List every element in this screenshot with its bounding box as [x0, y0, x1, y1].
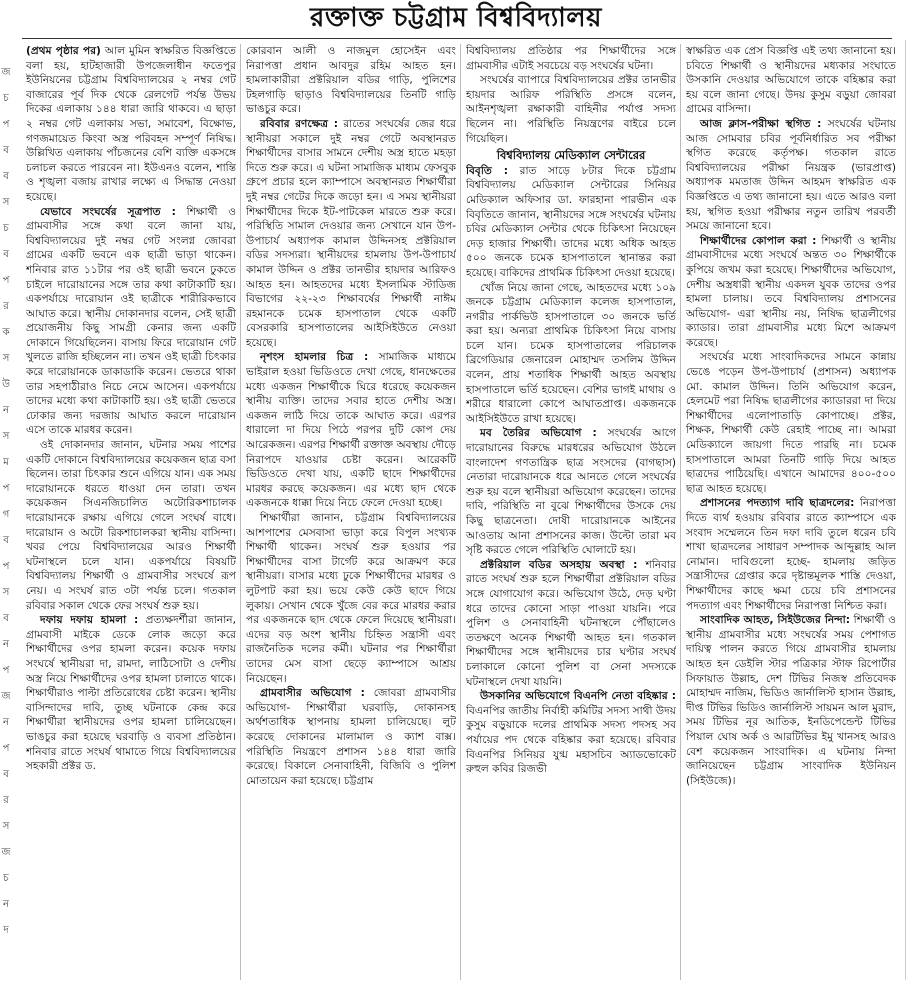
section-subhead: প্রক্টরিয়াল বডির অসহায় অবস্থা :: [480, 558, 638, 571]
paragraph: [686, 613, 896, 788]
paragraph-text: শিক্ষার্থী ও গ্রামবাসীর সঙ্গে কথা বলে জানা যায়, বিশ্ববিদ্যালয়ের দুই নম্বর গেট সংলগ্ন জোবরা গ্রামের একটি ভবনে এক ছাত্রী ভাড়া থাকেন। শনিবার রাত ১১টার পর ওই ছাত্রী ভবনে ঢুকতে চাইলে দারোয়ানের সঙ্গে তার কথা কাটাকাটি হয়। একপর্যায়ে দারোয়ান ওই ছাত্রীকে শারীরিকভাবে আঘাত করে। স্থানীয় দোকানদার বলেন, সেই ছাত্রী প্রয়োজনীয় কিছু সামগ্রী কেনার জন্য একটি দোকানে গিয়েছিলেন। বাসায় ফিরে দারোয়ান গেট খুলতে রাজি হচ্ছিলেন না। তখন ওই ছাত্রী চিৎকার করে দারোয়ানকে ডাকাডাকি করেন। ভেতরে থাকা তার সহপাঠীরাও নিচে নেমে আসেন। একপর্যায়ে তাদের মধ্যে কথা কাটাকাটি হয়। ওই ছাত্রী ভেতরে ঢোকার জন্য দরজায় আঘাত করলে দারোয়ান এসে তাকে মারধর করেন।: [26, 205, 236, 437]
gutter-char: প: [2, 561, 10, 572]
section-subhead: দফায় দফায় হামলা :: [40, 614, 139, 627]
gutter-char: ব: [3, 769, 9, 780]
paragraph: [246, 350, 456, 511]
paragraph: [466, 426, 676, 557]
gutter-char: ব: [3, 145, 9, 156]
gutter-char: প: [2, 665, 10, 676]
section-subhead: যেভাবে সংঘর্ষের সূত্রপাত :: [40, 205, 176, 218]
paragraph: [246, 117, 456, 351]
paragraph: [246, 686, 456, 788]
gutter-char: ব: [3, 535, 9, 546]
paragraph: [466, 689, 676, 777]
column-divider: [240, 44, 241, 980]
gutter-char: ব: [3, 249, 9, 260]
paragraph: [26, 205, 236, 439]
page-edge: [905, 40, 912, 980]
paragraph: [26, 613, 236, 774]
gutter-char: উ: [2, 379, 10, 390]
paragraph: খোঁজ নিয়ে জানা গেছে, আহতদের মধ্যে ১০৯ জনকে চট্টগ্রাম মেডিক্যাল কলেজ হাসপাতাল, নগরীর পার্কভিউ হাসপাতালে ৩০ জনকে ভর্তি করা হয়। অন্যরা প্রাথমিক চিকিৎসা নিয়ে বাসায় চলে যান। চমেক হাসপাতালের পরিচালক ব্রিগেডিয়ার জেনারেল মোহাম্মদ তসলিম উদ্দিন বলেন, প্রায় শতাধিক শিক্ষার্থী আহত অবস্থায় হাসপাতালে ভর্তি হয়েছেন। বেশির ভাগই মাথায় ও শরীরে ধারালো কোপে আঘাতপ্রাপ্ত। একজনকে আইসিইউতে রাখা হয়েছে।: [466, 281, 676, 425]
paragraph: কোরবান আলী ও নাজমুল হোসেইন এবং নিরাপত্তা প্রধান আবদুর রহিম আহত হন। হামলাকারীরা প্রক্টরিয়াল বডির গাড়ি, পুলিশের টহলগাড়ি ছাড়াও বিশ্ববিদ্যালয়ের তিনটি গাড়ি ভাঙচুর করে।: [246, 45, 456, 116]
section-subhead: আজ ক্লাস-পরীক্ষা স্থগিত :: [700, 117, 822, 130]
gutter-char: স: [2, 821, 10, 832]
gutter-char: ম: [3, 457, 9, 468]
paragraph: সংঘর্ষের মধ্যে সাংবাদিকদের সামনে কান্নায় ভেঙে পড়েন উপ-উপাচার্য (প্রশাসন) অধ্যাপক মো. কামাল উদ্দিন। তিনি অভিযোগ করেন, হেলমেট পরা নিষিদ্ধ ছাত্রলীগের ক্যাডাররা দা দিয়ে শিক্ষার্থীদের এলোপাতাড়ি কোপাচ্ছে। প্রক্টর, শিক্ষক, শিক্ষার্থী কেউ রেহাই পাচ্ছে না। আমরা মেডিক্যালে জায়গা দিতে পারছি না। চমেক হাসপাতালে আমরা তিনটি গাড়ি দিয়ে আহত ছাত্রদের পাঠিয়েছি। এখানে আমাদের ৪০০-৫০০ ছাত্র আহত হয়েছে।: [686, 351, 896, 495]
paragraph-text: নিরাপত্তা দিতে ব্যর্থ হওয়ায় রবিবার রাতে ক্যাম্পাসে এক সংবাদ সম্মেলনে তিন দফা দাবি তুলে ধরেন চবি শাখা ছাত্রদলের সাধারণ সম্পাদক আব্দুল্লাহ আল নোমান। দাবিগুলো হচ্ছে- হামলায় জড়িত সন্ত্রাসীদের গ্রেপ্তার করে দৃষ্টান্তমূলক শাস্তি দেওয়া, শিক্ষার্থীদের কাছে ক্ষমা চেয়ে চবি প্রশাসনের পদত্যাগ এবং শিক্ষার্থীদের নিরাপত্তা নিশ্চিত করা।: [686, 497, 896, 612]
article-column-3: [466, 44, 676, 980]
gutter-char: ব: [3, 171, 9, 182]
section-subhead: প্রশাসনের পদত্যাগ দাবি ছাত্রদলের:: [700, 497, 855, 510]
gutter-char: চ: [3, 93, 9, 104]
gutter-char: র: [3, 795, 9, 806]
article-column-4: [686, 44, 896, 980]
section-subhead: সাংবাদিক আহত, সিইউজের নিন্দা:: [700, 614, 850, 627]
paragraph: বিশ্ববিদ্যালয় প্রতিষ্ঠার পর শিক্ষার্থীদের সঙ্গে গ্রামবাসীর এটাই সবচেয়ে বড় সংঘর্ষের ঘটনা।: [466, 45, 676, 72]
column-divider: [680, 44, 681, 980]
paragraph-text: বিএনপির জাতীয় নির্বাহী কমিটির সদস্য সাথী উদয় কুসুম বড়ুয়াকে দলের প্রাথমিক সদস্য পদসহ সব পর্যায়ের পদ থেকে বহিষ্কার করা হয়েছে। রবিবার বিএনপির সিনিয়র যুগ্ম মহাসচিব অ্যাডভোকেট রুহুল কবির রিজভী: [466, 704, 676, 776]
gutter-char: ন: [3, 405, 9, 416]
paragraph: [686, 117, 896, 234]
column-divider: [460, 44, 461, 980]
section-subhead: গ্রামবাসীর অভিযোগ :: [260, 687, 365, 700]
gutter-char: স: [2, 431, 10, 442]
paragraph-text: শিক্ষার্থী ও স্থানীয় গ্রামবাসীর মধ্যে সংঘর্ষের সময় পেশাগত দায়িত্ব পালন করতে গিয়ে গ্রামবাসীর হামলায় আহত হন ডেইলি স্টার পত্রিকার স্টাফ রিপোর্টার সিফায়াত উল্লাহ, দেশ টিভির নিজস্ব প্রতিবেদক মোহাম্মদ নাজিম, ভিডিও জার্নালিস্ট হাসান উল্লাহ, দীপ্ত টিভির ভিডিও জার্নালিস্ট সায়মন আল মুরাদ, সময় টিভির নূর আতিক, ইনডিপেন্ডেন্ট টিভির পিয়াল ঘোষ অর্ক ও আরটিভির ইমু খানসহ আরও বেশ কয়েকজন সাংবাদিক। এ ঘটনায় নিন্দা জানিয়েছেন চট্টগ্রাম সাংবাদিক ইউনিয়ন (সিইউজে)।: [686, 614, 896, 787]
section-subhead: উসকানির অভিযোগে বিএনপি নেতা বহিষ্কার :: [480, 690, 676, 703]
article-headline: রক্তাক্ত চট্টগ্রাম বিশ্ববিদ্যালয়: [310, 3, 602, 33]
article-column-1: [26, 44, 236, 980]
gutter-char: ন: [3, 639, 9, 650]
paragraph-text: শনিবার রাতে সংঘর্ষ শুরু হলে শিক্ষার্থীরা প্রক্টরিয়াল বডির সঙ্গে যোগাযোগ করে। অভিযোগ উঠে, দেড় ঘণ্টা ধরে তাদের কোনো সাড়া পাওয়া যায়নি। পরে পুলিশ ও সেনাবাহিনী ঘটনাস্থলে পৌঁছালেও ততক্ষণে অনেক শিক্ষার্থী আহত হন। গতকাল শিক্ষার্থীদের সঙ্গে স্থানীয়দের চার ঘণ্টার সংঘর্ষ চলাকালে কোনো পুলিশ বা সেনা সদস্যকে ঘটনাস্থলে দেখা যায়নি।: [466, 558, 676, 688]
paragraph-text: শিক্ষার্থী ও স্থানীয় গ্রামবাসীদের মধ্যে সংঘর্ষে অন্তত ৩০ শিক্ষার্থীকে কুপিয়ে জখম করা হয়েছে। শিক্ষার্থীদের অভিযোগ, দেশীয় অস্ত্রধারী স্থানীয় একদল যুবক তাদের ওপর হামলা চালায়। তবে বিশ্ববিদ্যালয় প্রশাসনের অভিযোগ- এরা স্থানীয় নয়, নিষিদ্ধ ছাত্রলীগের ক্যাডার। তারা গ্রামবাসীর মধ্যে মিশে আক্রমণ করেছে।: [686, 234, 896, 349]
paragraph-text: জোবরা গ্রামবাসীর অভিযোগ- শিক্ষার্থীরা ঘরবাড়ি, দোকানসহ অর্থশতাধিক স্থাপনায় হামলা চালিয়েছে। লুট করেছে দোকানের মালামাল ও ক্যাশ বাক্স। পরিস্থিতি নিয়ন্ত্রণে প্রশাসন ১৪৪ ধারা জারি করেছে। বিকালে সেনাবাহিনী, বিজিবি ও পুলিশ মোতায়েন করা হয়েছে। চট্টগ্রাম: [246, 687, 456, 787]
gutter-char: র: [3, 301, 9, 312]
continuation-marker: (প্রথম পৃষ্ঠার পর): [26, 45, 101, 57]
article-column-2: [246, 44, 456, 980]
section-subhead: রবিবার রণক্ষেত্র :: [260, 117, 338, 130]
gutter-char: জ: [1, 67, 11, 78]
gutter-char: জ: [1, 691, 11, 702]
gutter-char: চ: [3, 223, 9, 234]
paragraph-text: সামাজিক মাধ্যমে ভাইরাল হওয়া ভিডিওতে দেখা গেছে, ধানক্ষেতের মধ্যে একজন শিক্ষার্থীকে ঘিরে ধরেছে কয়েকজন স্থানীয় ব্যক্তি। তাদের সবার হাতে দেশীয় অস্ত্র। একজন লাঠি দিয়ে তাকে আঘাত করে। এরপর ধারালো দা দিয়ে পিঠে পরপর দুটি কোপ দেয় আরেকজন। এরপর শিক্ষার্থী রক্তাক্ত অবস্থায় দৌড়ে নিরাপদে যাওয়ার চেষ্টা করেন। আরেকটি ভিডিওতে দেখা যায়, একটি ছাদে শিক্ষার্থীদের মারধর করছে কয়েকজন। এর মধ্যে ছাদ থেকে একজনকে ধাক্কা দিয়ে নিচে ফেলে দেওয়া হচ্ছে।: [246, 351, 456, 510]
gutter-char: গ: [2, 509, 10, 520]
section-subhead: নৃশংস হামলার চিত্র :: [260, 351, 369, 364]
paragraph-text: প্রত্যক্ষদর্শীরা জানান, গ্রামবাসী মাইকে ডেকে লোক জড়ো করে শিক্ষার্থীদের ওপর হামলা করেন। কয়েক দফায় সংঘর্ষে স্থানীয়রা দা, রামদা, লাঠিসোটা ও দেশীয় অস্ত্র নিয়ে শিক্ষার্থীদের ওপর হামলা চালাতে থাকে। শিক্ষার্থীরাও পাল্টা প্রতিরোধের চেষ্টা করেন। স্থানীয় বাসিন্দাদের দাবি, তুচ্ছ ঘটনাকে কেন্দ্র করে শিক্ষার্থীরা স্থানীয়দের ওপর হামলা চালিয়েছেন। ভাঙচুর করা হয়েছে ঘরবাড়ি ও ব্যবসা প্রতিষ্ঠান। শনিবার রাতে সংঘর্ষ থামাতে গিয়ে বিশ্ববিদ্যালয়ের সহকারী প্রক্টর ড.: [26, 614, 236, 773]
headline-rule: [22, 38, 892, 39]
paragraph-text: রাতের সংঘর্ষের জের ধরে স্থানীয়রা সকালে দুই নম্বর গেটে অবস্থানরত শিক্ষার্থীদের বাসার সামনে দেশীয় অস্ত্র হাতে মহড়া দিতে শুরু করে। এ ঘটনা সামাজিক মাধ্যম ফেসবুক গ্রুপে প্রচার হলে ক্যাম্পাসে অবস্থানরত শিক্ষার্থীরা দুই নম্বর গেটের দিকে জড়ো হন। এ সময় স্থানীয়রা শিক্ষার্থীদের দিকে ইট-পাটকেল মারতে শুরু করে। পরিস্থিতি সামাল দেওয়ার জন্য সেখানে যান উপ-উপাচার্য অধ্যাপক কামাল উদ্দিনসহ প্রক্টরিয়াল বডির সদস্যরা। স্থানীয়দের হামলায় উপ-উপাচার্য কামাল উদ্দিন ও প্রক্টর তানভীর হায়দার আরিফও আহত হন। আহতদের মধ্যে ইসলামিক স্টাডিজ বিভাগের ২২-২৩ শিক্ষাবর্ষের শিক্ষার্থী নাঈম রহমানকে চমেক হাসপাতাল থেকে একটি বেসরকারি হাসপাতালের আইসিইউতে নেওয়া হয়েছে।: [246, 117, 456, 349]
paragraph-text: রাত সাড়ে ৮টার দিকে চট্টগ্রাম বিশ্ববিদ্যালয় মেডিক্যাল সেন্টারের সিনিয়র মেডিক্যাল অফিসার ডা. ফারহানা পারভীন এক বিবৃতিতে জানান, স্থানীয়দের সঙ্গে সংঘর্ষের ঘটনায় চবির মেডিক্যাল সেন্টার থেকে চিকিৎসা নিয়েছেন দেড় হাজার শিক্ষার্থী। তাদের মধ্যে অধিক আহত ৫০০ জনকে চমেক হাসপাতালে স্থানান্তর করা হয়েছে। বাকিদের প্রাথমিক চিকিৎসা দেওয়া হয়েছে।: [466, 164, 676, 279]
gutter-char: জ: [1, 847, 11, 858]
left-gutter-text: [0, 60, 12, 944]
gutter-char: প: [2, 119, 10, 130]
gutter-char: ব: [3, 613, 9, 624]
paragraph-text: সংঘর্ষের আগে দারোয়ানের বিরুদ্ধে মারধরের অভিযোগ উঠলে বাংলাদেশ গণতান্ত্রিক ছাত্র সংসদের (বাগছাস) নেতারা দারোয়ানকে ধরে আনতে গেলে সংঘর্ষের শুরু হয় বলে স্থানীয়রা অভিযোগ করেছেন। তাদের দাবি, পরিস্থিতি না বুঝে শিক্ষার্থীদের উসকে দেয় কিছু ছাত্রনেতা। দোষী দারোয়ানকে আইনের আওতায় আনা প্রশাসনের কাজ। উল্টো তারা মব সৃষ্টি করতে গেলে পরিস্থিতি ঘোলাটে হয়।: [466, 427, 676, 557]
gutter-char: চ: [3, 873, 9, 884]
paragraph: [466, 558, 676, 689]
gutter-char: দ: [3, 925, 9, 936]
gutter-char: ক: [2, 327, 10, 338]
gutter-char: ন: [3, 899, 9, 910]
gutter-char: ন: [3, 717, 9, 728]
gutter-char: স: [2, 353, 10, 364]
section-subhead: বিবৃতি :: [466, 164, 508, 177]
gutter-char: স: [2, 587, 10, 598]
gutter-char: স: [2, 197, 10, 208]
section-subhead: মব তৈরির অভিযোগ :: [480, 427, 597, 440]
paragraph: স্বাক্ষরিত এক প্রেস বিজ্ঞপ্তি এই তথ্য জানানো হয়। চবিতে শিক্ষার্থী ও স্থানীয়দের মধ্যকার সংঘাতে উসকানি দেওয়ার অভিযোগে তাকে বহিষ্কার করা হয় বলে জানা গেছে। উদয় কুসুম বড়ুয়া জোবরা গ্রামের বাসিন্দা।: [686, 45, 896, 116]
gutter-char: প: [2, 483, 10, 494]
gutter-char: প: [2, 275, 10, 286]
paragraph: [466, 164, 676, 281]
paragraph: শিক্ষার্থীরা জানান, চট্টগ্রাম বিশ্ববিদ্যালয়ের আশপাশের মেসবাসা ভাড়া করে বিপুল সংখ্যক শিক্ষার্থী থাকেন। সংঘর্ষ শুরু হওয়ার পর শিক্ষার্থীদের বাসা টার্গেট করে আক্রমণ করে স্থানীয়রা। বাসার মধ্যে ঢুকে শিক্ষার্থীদের মারধর ও লুটপাট করা হয়। ভয়ে কেউ কেউ ছাদে গিয়ে লুকায়। সেখান থেকে খুঁজে বের করে মারধর করার পর একজনকে ছাদ থেকে ফেলে দিয়েছে স্থানীয়রা। এদের বড় অংশ স্থানীয় চিহ্নিত সন্ত্রাসী এবং রাজনৈতিক দলের কর্মী। ঘটনার পর শিক্ষার্থীরা তাদের মেস বাসা ছেড়ে ক্যাম্পাসে আশ্রয় নিয়েছেন।: [246, 512, 456, 685]
paragraph: [26, 44, 236, 205]
paragraph: ওই দোকানদার জানান, ঘটনার সময় পাশের একটি দোকানে বিশ্ববিদ্যালয়ের কয়েকজন ছাত্র বসা ছিলেন। তারা চিৎকার শুনে এগিয়ে যান। এক সময় দারোয়ানকে ধরতে ধাওয়া দেন তারা। তখন কয়েকজন সিএনজিচালিত অটোরিকশাচালক দারোয়ানকে রক্ষায় এগিয়ে গেলে সংঘর্ষ বাধে। দারোয়ান ও অটো রিকশাচালকরা স্থানীয় বাসিন্দা। খবর পেয়ে বিশ্ববিদ্যালয়ের আরও শিক্ষার্থী ঘটনাস্থলে চলে যান। একপর্যায়ে বিষয়টি বিশ্ববিদ্যালয় শিক্ষার্থী ও গ্রামবাসীর সংঘর্ষে রূপ নেয়। এ সংঘর্ষ রাত ৩টা পর্যন্ত চলে। গতকাল রবিবার সকাল থেকে ফের সংঘর্ষ শুরু হয়।: [26, 439, 236, 612]
paragraph-text: সংঘর্ষের ঘটনায় আজ সোমবার চবির পূর্বনির্ধারিত সব পরীক্ষা স্থগিত করেছে কর্তৃপক্ষ। গতকাল রাতে বিশ্ববিদ্যালয়ের পরীক্ষা নিয়ন্ত্রক (ভারপ্রাপ্ত) অধ্যাপক মমতাজ উদ্দিন আহমদ স্বাক্ষরিত এক বিজ্ঞপ্তিতে এ তথ্য জানানো হয়। এতে আরও বলা হয়, স্থগিত হওয়া পরীক্ষার নতুন তারিখ পরবর্তী সময়ে জানানো হবে।: [686, 117, 896, 233]
paragraph: [686, 496, 896, 613]
paragraph: সংঘর্ষের ব্যাপারে বিশ্ববিদ্যালয়ের প্রক্টর তানভীর হায়দার আরিফ পরিস্থিতি প্রসঙ্গে বলেন, আইনশৃঙ্খলা রক্ষাকারী বাহিনীর পর্যাপ্ত সদস্য ছিলেন না। পরিস্থিতি নিয়ন্ত্রণের বাইরে চলে গিয়েছিল।: [466, 74, 676, 145]
section-subhead: শিক্ষার্থীদের কোপাল করা :: [700, 234, 817, 247]
paragraph: [686, 234, 896, 351]
paragraph-text: আল মুমিন স্বাক্ষরিত বিজ্ঞপ্তিতে বলা হয়, হাটহাজারী উপজেলাধীন ফতেপুর ইউনিয়নের চট্টগ্রাম বিশ্ববিদ্যালয়ের ২ নম্বর গেট বাজারের পূর্ব দিক থেকে রেলগেট পর্যন্ত উভয় দিকের এলাকায় ১৪৪ ধারা জারি থাকবে। এ ছাড়া ২ নম্বর গেট এলাকায় সভা, সমাবেশ, বিক্ষোভ, গণজমায়েত কিংবা অস্ত্র পরিবহন সম্পূর্ণ নিষিদ্ধ। উল্লিখিত এলাকায় পাঁচজনের বেশি ব্যক্তি একসঙ্গে চলাচল করতে পারবেন না। ইউএনও বলেন, শান্তি ও শৃঙ্খলা বজায় রাখার লক্ষ্যে এ সিদ্ধান্ত নেওয়া হয়েছে।: [26, 45, 236, 203]
gutter-char: প: [2, 743, 10, 754]
section-subhead: বিশ্ববিদ্যালয় মেডিক্যাল সেন্টারের: [496, 148, 646, 163]
